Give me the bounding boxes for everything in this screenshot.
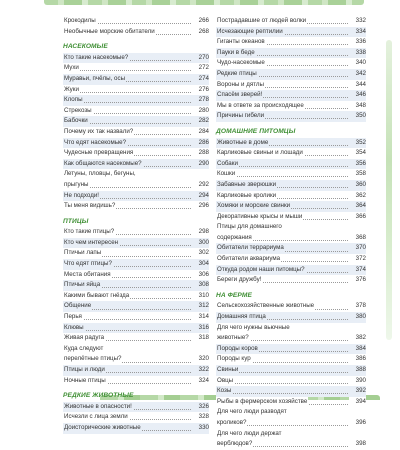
toc-entry-title: Исчезли с лица земли bbox=[63, 412, 129, 423]
toc-entry-page: 374 bbox=[349, 265, 366, 276]
dot-leader bbox=[63, 70, 191, 71]
toc-entry-title: Кто чем интересен bbox=[63, 238, 119, 249]
toc-entry-title: Птицы и люди bbox=[63, 365, 106, 376]
toc-entry-title: Исчезающие рептилии bbox=[216, 27, 284, 38]
toc-entry[interactable] bbox=[216, 344, 366, 355]
toc-entry-title: Кто такие насекомые? bbox=[63, 53, 129, 64]
toc-entry-page: 284 bbox=[192, 127, 209, 138]
dot-leader bbox=[216, 393, 348, 394]
toc-entry-page: 314 bbox=[192, 312, 209, 323]
toc-entry[interactable] bbox=[216, 111, 366, 122]
toc-entry-title: Обитатели аквариума bbox=[216, 254, 281, 265]
toc-entry[interactable] bbox=[63, 412, 209, 423]
toc-entry-title: Спасём зверей! bbox=[216, 90, 263, 101]
toc-entry-page: 358 bbox=[349, 169, 366, 180]
toc-entry-title: Не подходи! bbox=[63, 191, 100, 202]
toc-entry[interactable] bbox=[216, 37, 366, 48]
toc-entry[interactable] bbox=[63, 53, 209, 64]
toc-entry-page: 288 bbox=[192, 148, 209, 159]
toc-entry-title: Мы в ответе за происходящее bbox=[216, 101, 305, 112]
toc-entry-page: 272 bbox=[192, 63, 209, 74]
toc-entry-page: 382 bbox=[349, 333, 366, 344]
toc-entry-title: Чудо-насекомые bbox=[216, 58, 266, 69]
toc-entry-title: Забавные зверюшки bbox=[216, 180, 277, 191]
toc-entry[interactable] bbox=[63, 291, 209, 302]
toc-entry-page: 324 bbox=[192, 376, 209, 387]
toc-entry[interactable] bbox=[216, 254, 366, 265]
toc-entry[interactable] bbox=[63, 148, 209, 159]
toc-entry[interactable] bbox=[216, 48, 366, 59]
toc-entry-title: Какими бывают гнёзда bbox=[63, 291, 130, 302]
toc-entry-page: 306 bbox=[192, 270, 209, 281]
toc-entry[interactable] bbox=[216, 354, 366, 365]
toc-entry-title: Редкие птицы bbox=[216, 69, 258, 80]
toc-entry-title: перелётные птицы? bbox=[63, 354, 122, 365]
toc-entry-page: 312 bbox=[192, 301, 209, 312]
toc-entry[interactable] bbox=[63, 402, 209, 413]
toc-entry-page: 278 bbox=[192, 95, 209, 106]
toc-entry-page: 342 bbox=[349, 69, 366, 80]
toc-entry[interactable] bbox=[216, 397, 366, 408]
toc-entry-title: Пауки в беде bbox=[216, 48, 256, 59]
toc-entry-title: Крокодилы bbox=[63, 16, 97, 27]
toc-entry-page: 280 bbox=[192, 106, 209, 117]
toc-entry[interactable] bbox=[63, 116, 209, 127]
toc-entry-title: Кошки bbox=[216, 169, 236, 180]
toc-entry[interactable] bbox=[63, 16, 209, 27]
toc-entry-title: Откуда родом наши питомцы? bbox=[216, 265, 306, 276]
toc-entry[interactable] bbox=[216, 333, 366, 344]
toc-entry-page: 388 bbox=[349, 365, 366, 376]
toc-entry[interactable] bbox=[216, 265, 366, 276]
toc-entry-page: 350 bbox=[349, 111, 366, 122]
toc-entry[interactable] bbox=[63, 138, 209, 149]
toc-entry-page: 338 bbox=[349, 48, 366, 59]
toc-entry-page: 282 bbox=[192, 116, 209, 127]
toc-entry-title: Пострадавшие от людей волки bbox=[216, 16, 307, 27]
toc-entry-page: 316 bbox=[192, 323, 209, 334]
toc-entry-page: 334 bbox=[349, 27, 366, 38]
toc-entry-page: 290 bbox=[192, 159, 209, 170]
toc-entry[interactable] bbox=[216, 222, 366, 233]
toc-entry[interactable] bbox=[216, 439, 366, 450]
toc-entry[interactable] bbox=[63, 74, 209, 85]
toc-entry-title: Куда следуют bbox=[63, 344, 104, 355]
toc-entry[interactable] bbox=[63, 312, 209, 323]
toc-entry-title: животные? bbox=[216, 333, 250, 344]
toc-entry-page: 346 bbox=[349, 90, 366, 101]
toc-entry-page: 266 bbox=[192, 16, 209, 27]
toc-entry-page: 378 bbox=[349, 301, 366, 312]
toc-entry[interactable] bbox=[216, 386, 366, 397]
toc-entry-page: 336 bbox=[349, 37, 366, 48]
toc-entry[interactable] bbox=[63, 169, 209, 180]
toc-entry-page: 354 bbox=[349, 148, 366, 159]
toc-entry-title: Клювы bbox=[63, 323, 85, 334]
toc-entry-title: Места обитания bbox=[63, 270, 112, 281]
toc-entry[interactable] bbox=[216, 16, 366, 27]
toc-entry[interactable] bbox=[63, 423, 209, 434]
toc-column-left bbox=[63, 16, 209, 434]
toc-entry-title: Мухи bbox=[63, 63, 80, 74]
dot-leader bbox=[216, 383, 348, 384]
toc-entry-title: Чудесные превращения bbox=[63, 148, 134, 159]
toc-entry-title: Обитатели террариума bbox=[216, 243, 285, 254]
toc-entry[interactable] bbox=[63, 85, 209, 96]
toc-entry[interactable] bbox=[216, 376, 366, 387]
toc-entry-title: Причины гибели bbox=[216, 111, 265, 122]
toc-entry-page: 340 bbox=[349, 58, 366, 69]
toc-entry[interactable] bbox=[63, 301, 209, 312]
toc-entry[interactable] bbox=[63, 280, 209, 291]
toc-entry[interactable] bbox=[63, 376, 209, 387]
toc-entry[interactable] bbox=[216, 69, 366, 80]
toc-entry[interactable] bbox=[216, 312, 366, 323]
toc-entry[interactable] bbox=[216, 212, 366, 223]
toc-entry-page: 390 bbox=[349, 376, 366, 387]
toc-entry[interactable] bbox=[63, 106, 209, 117]
toc-entry-page: 286 bbox=[192, 138, 209, 149]
toc-entry-title: Птицы для домашнего bbox=[216, 222, 283, 233]
toc-entry[interactable] bbox=[216, 159, 366, 170]
toc-entry-title: Жуки bbox=[63, 85, 80, 96]
toc-entry-title: Собаки bbox=[216, 159, 239, 170]
toc-entry-title: Животные в доме bbox=[216, 138, 269, 149]
toc-entry-title: Карликовые свиньи и лошади bbox=[216, 148, 304, 159]
toc-entry-page: 322 bbox=[192, 365, 209, 376]
toc-entry-page: 326 bbox=[192, 402, 209, 413]
toc-entry[interactable] bbox=[63, 270, 209, 281]
dot-leader bbox=[63, 92, 191, 93]
toc-entry[interactable] bbox=[216, 243, 366, 254]
toc-entry-page: 296 bbox=[192, 201, 209, 212]
toc-entry-title: Стрекозы bbox=[63, 106, 93, 117]
toc-entry-title: Овцы bbox=[216, 376, 234, 387]
toc-entry-title: Рыбы в фермерском хозяйстве bbox=[216, 397, 308, 408]
toc-entry-page: 360 bbox=[349, 180, 366, 191]
toc-entry[interactable] bbox=[63, 27, 209, 38]
toc-entry[interactable] bbox=[216, 58, 366, 69]
toc-entry-page: 398 bbox=[349, 439, 366, 450]
toc-entry[interactable] bbox=[216, 27, 366, 38]
toc-entry-title: Карликовые кролики bbox=[216, 191, 277, 202]
section-heading: ПТИЦЫ bbox=[63, 217, 89, 225]
toc-entry-title: Свиньи bbox=[216, 365, 239, 376]
toc-entry[interactable] bbox=[63, 354, 209, 365]
toc-entry[interactable] bbox=[216, 191, 366, 202]
toc-entry-page: 366 bbox=[349, 212, 366, 223]
section-heading: ДОМАШНИЕ ПИТОМЦЫ bbox=[216, 127, 296, 135]
toc-entry[interactable] bbox=[63, 248, 209, 259]
toc-entry-title: Животные в опасности! bbox=[63, 402, 133, 413]
toc-entry-title: Породы коров bbox=[216, 344, 259, 355]
toc-entry-title: Птичьи яйца bbox=[63, 280, 101, 291]
toc-entry-title: Муравьи, пчёлы, осы bbox=[63, 74, 126, 85]
toc-entry[interactable] bbox=[216, 301, 366, 312]
toc-entry-title: Что едят птицы? bbox=[63, 259, 113, 270]
toc-entry[interactable] bbox=[216, 323, 366, 334]
toc-entry-page: 344 bbox=[349, 80, 366, 91]
toc-entry[interactable] bbox=[63, 259, 209, 270]
toc-entry-page: 308 bbox=[192, 280, 209, 291]
toc-entry-title: Декоративные крысы и мыши bbox=[216, 212, 303, 223]
toc-entry-page: 386 bbox=[349, 354, 366, 365]
toc-entry-title: Что едят насекомые? bbox=[63, 138, 127, 149]
toc-entry-page: 274 bbox=[192, 74, 209, 85]
toc-entry-title: Летуны, пловцы, бегуны, bbox=[63, 169, 137, 180]
toc-entry-page: 364 bbox=[349, 201, 366, 212]
toc-entry-page: 318 bbox=[192, 333, 209, 344]
toc-entry[interactable] bbox=[216, 138, 366, 149]
toc-entry[interactable] bbox=[63, 227, 209, 238]
toc-entry[interactable] bbox=[63, 191, 209, 202]
toc-entry[interactable] bbox=[216, 148, 366, 159]
toc-entry-page: 384 bbox=[349, 344, 366, 355]
toc-entry-page: 368 bbox=[349, 233, 366, 244]
toc-entry[interactable] bbox=[216, 90, 366, 101]
toc-entry-title: Домашняя птица bbox=[216, 312, 267, 323]
toc-entry-page: 304 bbox=[192, 259, 209, 270]
toc-entry-title: Ты меня видишь? bbox=[63, 201, 116, 212]
toc-entry-page: 276 bbox=[192, 85, 209, 96]
toc-entry-page: 392 bbox=[349, 386, 366, 397]
toc-entry-title: Клопы bbox=[63, 95, 84, 106]
toc-entry-title: кроликов? bbox=[216, 418, 247, 429]
toc-entry[interactable] bbox=[63, 127, 209, 138]
toc-entry-title: Живая радуга bbox=[63, 333, 105, 344]
toc-entry-title: Для чего люди держат bbox=[216, 429, 283, 440]
toc-entry-page: 310 bbox=[192, 291, 209, 302]
toc-entry-title: прыгуны bbox=[63, 180, 89, 191]
toc-entry-title: Кто такие птицы? bbox=[63, 227, 115, 238]
toc-entry[interactable] bbox=[216, 180, 366, 191]
toc-entry-page: 380 bbox=[349, 312, 366, 323]
toc-entry[interactable] bbox=[216, 233, 366, 244]
toc-entry-title: Сельскохозяйственные животные bbox=[216, 301, 315, 312]
toc-entry[interactable] bbox=[216, 275, 366, 286]
toc-entry-title: Почему их так назвали? bbox=[63, 127, 134, 138]
toc-entry[interactable] bbox=[216, 429, 366, 440]
toc-entry-title: Перья bbox=[63, 312, 83, 323]
toc-entry[interactable] bbox=[63, 63, 209, 74]
toc-entry-page: 362 bbox=[349, 191, 366, 202]
toc-entry-title: Как общаются насекомые? bbox=[63, 159, 143, 170]
toc-entry[interactable] bbox=[63, 344, 209, 355]
toc-column-right bbox=[216, 16, 366, 450]
toc-entry[interactable] bbox=[63, 238, 209, 249]
toc-entry-page: 332 bbox=[349, 16, 366, 27]
toc-entry-page: 330 bbox=[192, 423, 209, 434]
toc-entry-title: Гиганты океанов bbox=[216, 37, 266, 48]
toc-entry[interactable] bbox=[63, 333, 209, 344]
toc-entry-title: Для чего люди разводят bbox=[216, 407, 288, 418]
toc-entry-page: 396 bbox=[349, 418, 366, 429]
toc-entry[interactable] bbox=[216, 418, 366, 429]
toc-entry-title: Козы bbox=[216, 386, 232, 397]
toc-entry-title: Общение bbox=[63, 301, 92, 312]
toc-entry-page: 320 bbox=[192, 354, 209, 365]
toc-entry-title: содержания bbox=[216, 233, 253, 244]
toc-entry-title: Необычные морские обитатели bbox=[63, 27, 156, 38]
toc-entry[interactable] bbox=[63, 365, 209, 376]
toc-entry-title: Породы кур bbox=[216, 354, 252, 365]
toc-entry[interactable] bbox=[216, 169, 366, 180]
toc-entry-page: 352 bbox=[349, 138, 366, 149]
toc-entry-title: Хомяки и морские свинки bbox=[216, 201, 291, 212]
toc-entry[interactable] bbox=[63, 180, 209, 191]
toc-entry[interactable] bbox=[216, 80, 366, 91]
toc-entry[interactable] bbox=[216, 201, 366, 212]
toc-entry-page: 268 bbox=[192, 27, 209, 38]
toc-entry-page: 294 bbox=[192, 191, 209, 202]
toc-entry[interactable] bbox=[216, 365, 366, 376]
toc-entry-page: 372 bbox=[349, 254, 366, 265]
toc-entry-page: 370 bbox=[349, 243, 366, 254]
section-heading: РЕДКИЕ ЖИВОТНЫЕ bbox=[63, 392, 134, 400]
toc-entry-page: 298 bbox=[192, 227, 209, 238]
toc-entry-title: Для чего нужны вьючные bbox=[216, 323, 291, 334]
toc-entry-page: 292 bbox=[192, 180, 209, 191]
toc-entry-page: 302 bbox=[192, 248, 209, 259]
toc-entry[interactable] bbox=[216, 101, 366, 112]
toc-entry[interactable] bbox=[63, 201, 209, 212]
toc-entry-title: Ночные птицы bbox=[63, 376, 107, 387]
toc-entry-title: Птичьи лапы bbox=[63, 248, 102, 259]
toc-entry-page: 270 bbox=[192, 53, 209, 64]
toc-entry[interactable] bbox=[63, 323, 209, 334]
toc-entry-page: 394 bbox=[349, 397, 366, 408]
toc-entry-title: верблюдов? bbox=[216, 439, 253, 450]
toc-entry-title: Бабочки bbox=[63, 116, 89, 127]
toc-entry[interactable] bbox=[63, 95, 209, 106]
toc-entry[interactable] bbox=[216, 407, 366, 418]
decorative-brush-side bbox=[386, 40, 392, 340]
toc-entry-page: 356 bbox=[349, 159, 366, 170]
toc-entry-title: Доисторические животные bbox=[63, 423, 142, 434]
decorative-brush-top bbox=[44, 0, 364, 5]
toc-entry-page: 376 bbox=[349, 275, 366, 286]
toc-entry[interactable] bbox=[63, 159, 209, 170]
section-heading: НАСЕКОМЫЕ bbox=[63, 43, 108, 51]
toc-entry-page: 348 bbox=[349, 101, 366, 112]
toc-entry-title: Вороны и дятлы bbox=[216, 80, 265, 91]
toc-entry-page: 328 bbox=[192, 412, 209, 423]
section-heading: НА ФЕРМЕ bbox=[216, 291, 252, 299]
toc-entry-title: Береги дружбу! bbox=[216, 275, 262, 286]
toc-entry-page: 300 bbox=[192, 238, 209, 249]
